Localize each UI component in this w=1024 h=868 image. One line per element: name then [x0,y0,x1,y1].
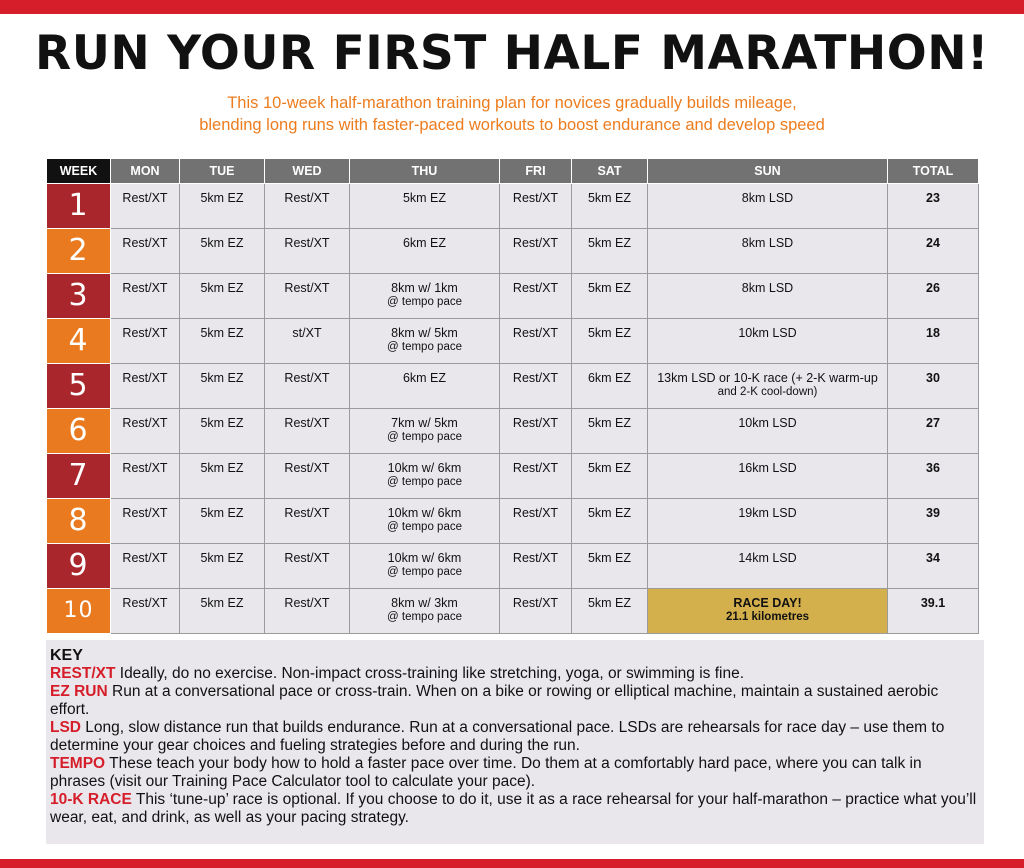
key-text: Run at a conversational pace or cross-train. When on a bike or rowing or elliptical machine, maintain a sustained aerobic effort. [50,683,939,718]
thu-line-1: 10km w/ 6km [387,506,462,520]
week-number-cell: 8 [47,499,111,544]
sat-cell: 5km EZ [572,319,648,364]
sat-cell: 5km EZ [572,454,648,499]
header-sat: SAT [572,159,648,184]
thu-line-2: @ tempo pace [387,476,462,488]
sun-line-1: 19km LSD [738,506,797,520]
total-cell: 18 [888,319,979,364]
key-text: This ‘tune-up’ race is optional. If you choose to do it, use it as a race rehearsal for your half-marathon – practice what you’ll wear, eat, and drink, as well as your pacing strategy. [50,791,977,826]
mon-cell: Rest/XT [111,364,180,409]
key-legend [46,640,984,844]
thu-line-2: @ tempo pace [387,341,462,353]
sun-cell [648,319,888,364]
week-number-cell: 4 [47,319,111,364]
wed-cell: st/XT [265,319,350,364]
wed-cell: Rest/XT [265,229,350,274]
thu-cell [350,274,500,319]
thu-cell [350,454,500,499]
thu-line-1: 7km w/ 5km [391,416,458,430]
table-row [47,184,979,229]
training-plan-table [46,158,979,634]
table-row [47,454,979,499]
fri-cell: Rest/XT [500,544,572,589]
thu-line-2: @ tempo pace [387,521,462,533]
key-text: Ideally, do no exercise. Non-impact cross-training like stretching, yoga, or swimming is fine. [115,665,745,682]
sun-line-1: 14km LSD [738,551,797,565]
mon-cell: Rest/XT [111,319,180,364]
thu-cell [350,229,500,274]
week-number-cell: 2 [47,229,111,274]
week-number-cell: 3 [47,274,111,319]
thu-line-1: 10km w/ 6km [387,461,462,475]
key-term: REST/XT [50,665,116,682]
header-fri: FRI [500,159,572,184]
thu-line-2: @ tempo pace [387,566,462,578]
thu-line-1: 5km EZ [402,191,447,205]
table-row [47,274,979,319]
thu-line-1: 6km EZ [402,371,447,385]
sun-line-1: RACE DAY! [733,596,802,610]
mon-cell: Rest/XT [111,589,180,634]
table-row [47,589,979,634]
tue-cell: 5km EZ [180,499,265,544]
header-wed: WED [265,159,350,184]
sat-cell: 5km EZ [572,229,648,274]
bottom-accent-bar [0,859,1024,868]
mon-cell: Rest/XT [111,409,180,454]
fri-cell: Rest/XT [500,589,572,634]
key-item-lsd [50,719,980,755]
week-number-cell: 1 [47,184,111,229]
wed-cell: Rest/XT [265,589,350,634]
mon-cell: Rest/XT [111,274,180,319]
fri-cell: Rest/XT [500,454,572,499]
sat-cell: 5km EZ [572,184,648,229]
header-total: TOTAL [888,159,979,184]
sun-line-1: 8km LSD [741,191,794,205]
fri-cell: Rest/XT [500,499,572,544]
thu-line-2: @ tempo pace [387,296,462,308]
total-cell: 26 [888,274,979,319]
week-number-cell: 7 [47,454,111,499]
sun-cell [648,589,888,634]
sun-cell [648,499,888,544]
tue-cell: 5km EZ [180,454,265,499]
mon-cell: Rest/XT [111,184,180,229]
thu-line-2: @ tempo pace [387,611,462,623]
week-number-cell: 10 [47,589,111,634]
sat-cell: 6km EZ [572,364,648,409]
wed-cell: Rest/XT [265,454,350,499]
total-cell: 23 [888,184,979,229]
subtitle-line-1: This 10-week half-marathon training plan for novices gradually builds mileage, [227,94,797,112]
sun-cell [648,409,888,454]
table-row [47,499,979,544]
sun-line-1: 13km LSD or 10-K race (+ 2-K warm-up [657,371,878,385]
wed-cell: Rest/XT [265,544,350,589]
top-accent-bar [0,0,1024,14]
thu-cell [350,319,500,364]
table-body [47,184,979,634]
table-row [47,544,979,589]
total-cell: 39 [888,499,979,544]
thu-line-1: 10km w/ 6km [387,551,462,565]
total-cell: 24 [888,229,979,274]
key-text: These teach your body how to hold a faster pace over time. Do them at a comfortably hard pace, where you can talk in phrases (visit our Training Pace Calculator tool to calculate your pace). [50,755,922,790]
week-number-cell: 9 [47,544,111,589]
table-row [47,409,979,454]
total-cell: 34 [888,544,979,589]
thu-cell [350,184,500,229]
tue-cell: 5km EZ [180,184,265,229]
sun-line-1: 8km LSD [741,281,794,295]
key-item-tempo [50,755,980,791]
tue-cell: 5km EZ [180,364,265,409]
sun-cell [648,274,888,319]
fri-cell: Rest/XT [500,229,572,274]
wed-cell: Rest/XT [265,499,350,544]
mon-cell: Rest/XT [111,544,180,589]
fri-cell: Rest/XT [500,364,572,409]
sun-line-1: 8km LSD [741,236,794,250]
thu-cell [350,364,500,409]
key-item-rest-xt [50,665,980,683]
sun-line-2: 21.1 kilometres [725,611,810,623]
sat-cell: 5km EZ [572,274,648,319]
thu-cell [350,409,500,454]
thu-line-2: @ tempo pace [387,431,462,443]
tue-cell: 5km EZ [180,274,265,319]
tue-cell: 5km EZ [180,409,265,454]
header-tue: TUE [180,159,265,184]
total-cell: 36 [888,454,979,499]
week-number-cell: 5 [47,364,111,409]
wed-cell: Rest/XT [265,274,350,319]
tue-cell: 5km EZ [180,544,265,589]
page-subtitle [0,92,1024,136]
sun-cell [648,184,888,229]
table-row [47,364,979,409]
wed-cell: Rest/XT [265,184,350,229]
mon-cell: Rest/XT [111,499,180,544]
mon-cell: Rest/XT [111,229,180,274]
tue-cell: 5km EZ [180,589,265,634]
tue-cell: 5km EZ [180,229,265,274]
key-item-ez-run [50,683,980,719]
thu-line-1: 6km EZ [402,236,447,250]
header-week: WEEK [47,159,111,184]
key-item-10k-race [50,791,980,827]
sun-line-2: and 2-K cool-down) [717,386,818,398]
key-term: 10-K RACE [50,791,132,808]
wed-cell: Rest/XT [265,409,350,454]
sat-cell: 5km EZ [572,589,648,634]
fri-cell: Rest/XT [500,409,572,454]
sat-cell: 5km EZ [572,409,648,454]
sat-cell: 5km EZ [572,499,648,544]
thu-line-1: 8km w/ 5km [391,326,458,340]
sat-cell: 5km EZ [572,544,648,589]
header-sun: SUN [648,159,888,184]
sun-line-1: 10km LSD [738,416,797,430]
thu-line-1: 8km w/ 3km [391,596,458,610]
wed-cell: Rest/XT [265,364,350,409]
fri-cell: Rest/XT [500,184,572,229]
sun-cell [648,229,888,274]
sun-line-1: 16km LSD [738,461,797,475]
week-number-cell: 6 [47,409,111,454]
sun-cell [648,544,888,589]
header-mon: MON [111,159,180,184]
table-row [47,319,979,364]
sun-cell [648,364,888,409]
key-term: TEMPO [50,755,106,772]
mon-cell: Rest/XT [111,454,180,499]
sun-cell [648,454,888,499]
key-term: EZ RUN [50,683,108,700]
thu-cell [350,544,500,589]
thu-cell [350,499,500,544]
total-cell: 27 [888,409,979,454]
total-cell: 30 [888,364,979,409]
tue-cell: 5km EZ [180,319,265,364]
sun-line-1: 10km LSD [738,326,797,340]
thu-line-1: 8km w/ 1km [391,281,458,295]
table-header-row [47,159,979,184]
fri-cell: Rest/XT [500,319,572,364]
fri-cell: Rest/XT [500,274,572,319]
header-thu: THU [350,159,500,184]
page-title: RUN YOUR FIRST HALF MARATHON! [35,26,989,81]
key-title: KEY [50,647,83,664]
key-term: LSD [50,719,81,736]
table-row [47,229,979,274]
subtitle-line-2: blending long runs with faster-paced workouts to boost endurance and develop speed [199,116,825,134]
thu-cell [350,589,500,634]
total-cell: 39.1 [888,589,979,634]
key-text: Long, slow distance run that builds endurance. Run at a conversational pace. LSDs are rehearsals for race day – use them to determine your gear choices and fueling strategies before and during the run. [50,719,945,754]
